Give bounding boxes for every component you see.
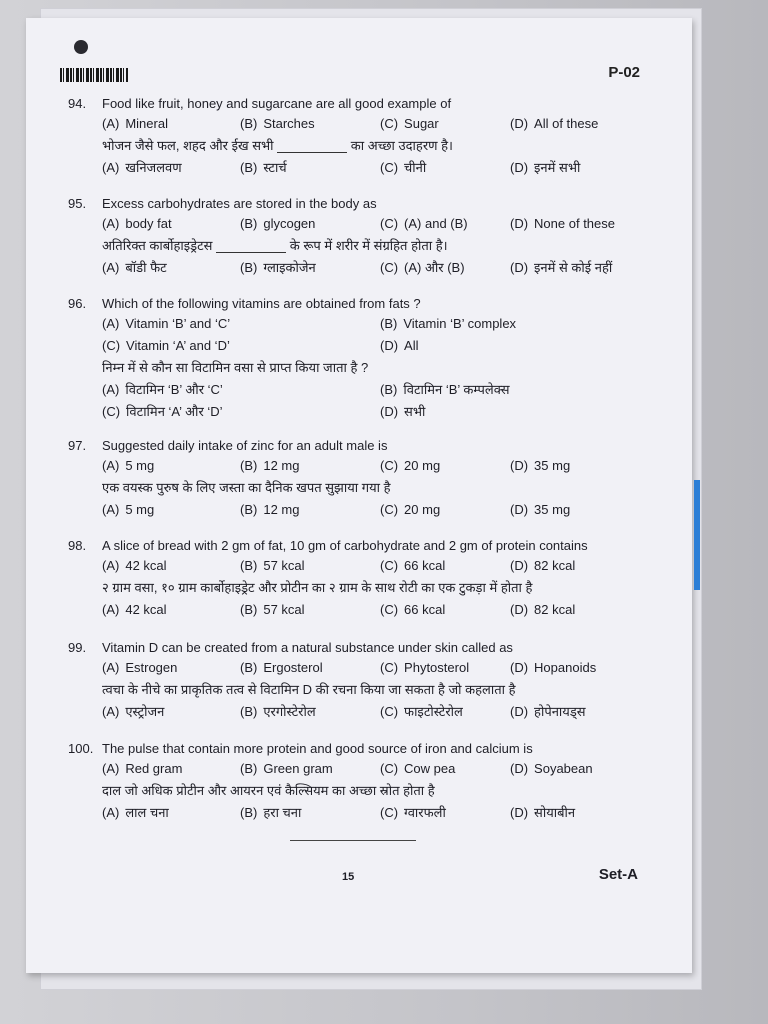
- option-b-hi: (B) 57 kcal: [240, 602, 305, 617]
- option-a: (A) body fat: [102, 216, 172, 231]
- question-number: 97.: [68, 438, 87, 453]
- option-b: (B) 57 kcal: [240, 558, 305, 573]
- option-d-hi: (D) 82 kcal: [510, 602, 576, 617]
- option-a: (A) 5 mg: [102, 458, 155, 473]
- option-d: (D) Soyabean: [510, 761, 593, 776]
- option-a-hi: (A) खनिजलवण: [102, 160, 182, 175]
- option-b: (B) Green gram: [240, 761, 333, 776]
- option-b: (B) 12 mg: [240, 458, 300, 473]
- paper-code: P-02: [608, 64, 640, 81]
- option-a: (A) Mineral: [102, 116, 168, 131]
- options-en: [102, 657, 682, 679]
- options-en: [102, 455, 682, 477]
- option-c-hi: (C) विटामिन ‘A’ और ‘D’: [102, 404, 223, 419]
- question-text-en: Suggested daily intake of zinc for an adult male is: [102, 438, 388, 453]
- option-d: (D) None of these: [510, 216, 615, 231]
- fill-blank: [216, 240, 286, 253]
- page-number: 15: [342, 871, 355, 883]
- option-c-hi: (C) ग्वारफली: [380, 805, 446, 820]
- option-d: (D) All: [380, 338, 419, 353]
- question-text-hi: दाल जो अधिक प्रोटीन और आयरन एवं कैल्सियम का अच्छा स्रोत होता है: [102, 783, 435, 798]
- option-c: (C) 66 kcal: [380, 558, 446, 573]
- options-hi-row1: [102, 379, 682, 401]
- question-text-en: A slice of bread with 2 gm of fat, 10 gm of carbohydrate and 2 gm of protein contains: [102, 538, 588, 553]
- option-d: (D) Hopanoids: [510, 660, 597, 675]
- options-hi: [102, 157, 682, 179]
- option-b-hi: (B) 12 mg: [240, 502, 300, 517]
- option-c-hi: (C) 66 kcal: [380, 602, 446, 617]
- question-number: 100.: [68, 741, 94, 756]
- option-c: (C) Vitamin ‘A’ and ‘D’: [102, 338, 230, 353]
- option-c: (C) Phytosterol: [380, 660, 470, 675]
- options-en: [102, 758, 682, 780]
- option-a-hi: (A) विटामिन ‘B’ और ‘C’: [102, 382, 223, 397]
- option-b-hi: (B) विटामिन ‘B’ कम्पलेक्स: [380, 382, 510, 397]
- options-en-row2: [102, 335, 682, 357]
- question-text-hi: २ ग्राम वसा, १० ग्राम कार्बोहाइड्रेट और प्रोटीन का २ ग्राम के साथ रोटी का एक टुकड़ा में होता है: [102, 580, 533, 595]
- option-d: (D) All of these: [510, 116, 599, 131]
- options-en: [102, 555, 682, 577]
- option-b: (B) Starches: [240, 116, 315, 131]
- question-text-hi: भोजन जैसे फल, शहद और ईख सभी का अच्छा उदाहरण है।: [102, 138, 453, 153]
- question-text-hi: अतिरिक्त कार्बोहाइड्रेटस के रूप में शरीर में संग्रहित होता है।: [102, 238, 448, 253]
- question-number: 95.: [68, 196, 87, 211]
- option-c: (C) Sugar: [380, 116, 439, 131]
- options-hi: [102, 257, 682, 279]
- option-b: (B) glycogen: [240, 216, 316, 231]
- option-d-hi: (D) सभी: [380, 404, 426, 419]
- question-text-en: Food like fruit, honey and sugarcane are all good example of: [102, 96, 452, 111]
- option-c-hi: (C) 20 mg: [380, 502, 441, 517]
- question-text-en: Vitamin D can be created from a natural substance under skin called as: [102, 640, 513, 655]
- options-en: [102, 213, 682, 235]
- question-number: 98.: [68, 538, 87, 553]
- options-hi: [102, 499, 682, 521]
- option-a: (A) Red gram: [102, 761, 183, 776]
- option-a: (A) 42 kcal: [102, 558, 167, 573]
- question-list: [26, 18, 692, 973]
- options-hi: [102, 599, 682, 621]
- option-b-hi: (B) एरगोस्टेरोल: [240, 704, 316, 719]
- fill-blank: [277, 140, 347, 153]
- option-d-hi: (D) 35 mg: [510, 502, 571, 517]
- options-en: [102, 113, 682, 135]
- option-c: (C) Cow pea: [380, 761, 456, 776]
- exam-page: [26, 18, 692, 973]
- option-a-hi: (A) 42 kcal: [102, 602, 167, 617]
- question-number: 94.: [68, 96, 87, 111]
- option-b: (B) Vitamin ‘B’ complex: [380, 316, 517, 331]
- option-d-hi: (D) इनमें सभी: [510, 160, 581, 175]
- options-hi: [102, 701, 682, 723]
- question-text-en: The pulse that contain more protein and good source of iron and calcium is: [102, 741, 533, 756]
- options-en-row1: [102, 313, 682, 335]
- option-a-hi: (A) एस्ट्रोजन: [102, 704, 165, 719]
- option-d-hi: (D) होपेनायड्स: [510, 704, 586, 719]
- option-d: (D) 35 mg: [510, 458, 571, 473]
- option-a: (A) Vitamin ‘B’ and ‘C’: [102, 316, 231, 331]
- question-text-hi: निम्न में से कौन सा विटामिन वसा से प्राप्त किया जाता है ?: [102, 360, 369, 375]
- question-text-hi: एक वयस्क पुरुष के लिए जस्ता का दैनिक खपत सुझाया गया है: [102, 480, 391, 495]
- option-a-hi: (A) बॉडी फैट: [102, 260, 167, 275]
- option-d-hi: (D) सोयाबीन: [510, 805, 576, 820]
- question-number: 96.: [68, 296, 87, 311]
- question-text-en: Which of the following vitamins are obtained from fats ?: [102, 296, 421, 311]
- option-d-hi: (D) इनमें से कोई नहीं: [510, 260, 613, 275]
- option-c-hi: (C) फाइटोस्टेरोल: [380, 704, 463, 719]
- set-label: Set-A: [598, 866, 638, 883]
- options-hi: [102, 802, 682, 824]
- option-c: (C) (A) and (B): [380, 216, 468, 231]
- option-b: (B) Ergosterol: [240, 660, 323, 675]
- question-text-hi: त्वचा के नीचे का प्राकृतिक तत्व से विटामिन D की रचना किया जा सकता है जो कहलाता है: [102, 682, 516, 697]
- option-d: (D) 82 kcal: [510, 558, 576, 573]
- option-b-hi: (B) ग्लाइकोजेन: [240, 260, 316, 275]
- option-a-hi: (A) लाल चना: [102, 805, 169, 820]
- option-c-hi: (C) (A) और (B): [380, 260, 465, 275]
- option-c: (C) 20 mg: [380, 458, 441, 473]
- option-c-hi: (C) चीनी: [380, 160, 427, 175]
- options-hi-row2: [102, 401, 682, 423]
- option-a-hi: (A) 5 mg: [102, 502, 155, 517]
- option-b-hi: (B) स्टार्च: [240, 160, 287, 175]
- end-divider: [290, 840, 416, 841]
- blue-tab-marker: [694, 480, 700, 590]
- option-b-hi: (B) हरा चना: [240, 805, 302, 820]
- question-text-en: Excess carbohydrates are stored in the body as: [102, 196, 377, 211]
- question-number: 99.: [68, 640, 87, 655]
- option-a: (A) Estrogen: [102, 660, 178, 675]
